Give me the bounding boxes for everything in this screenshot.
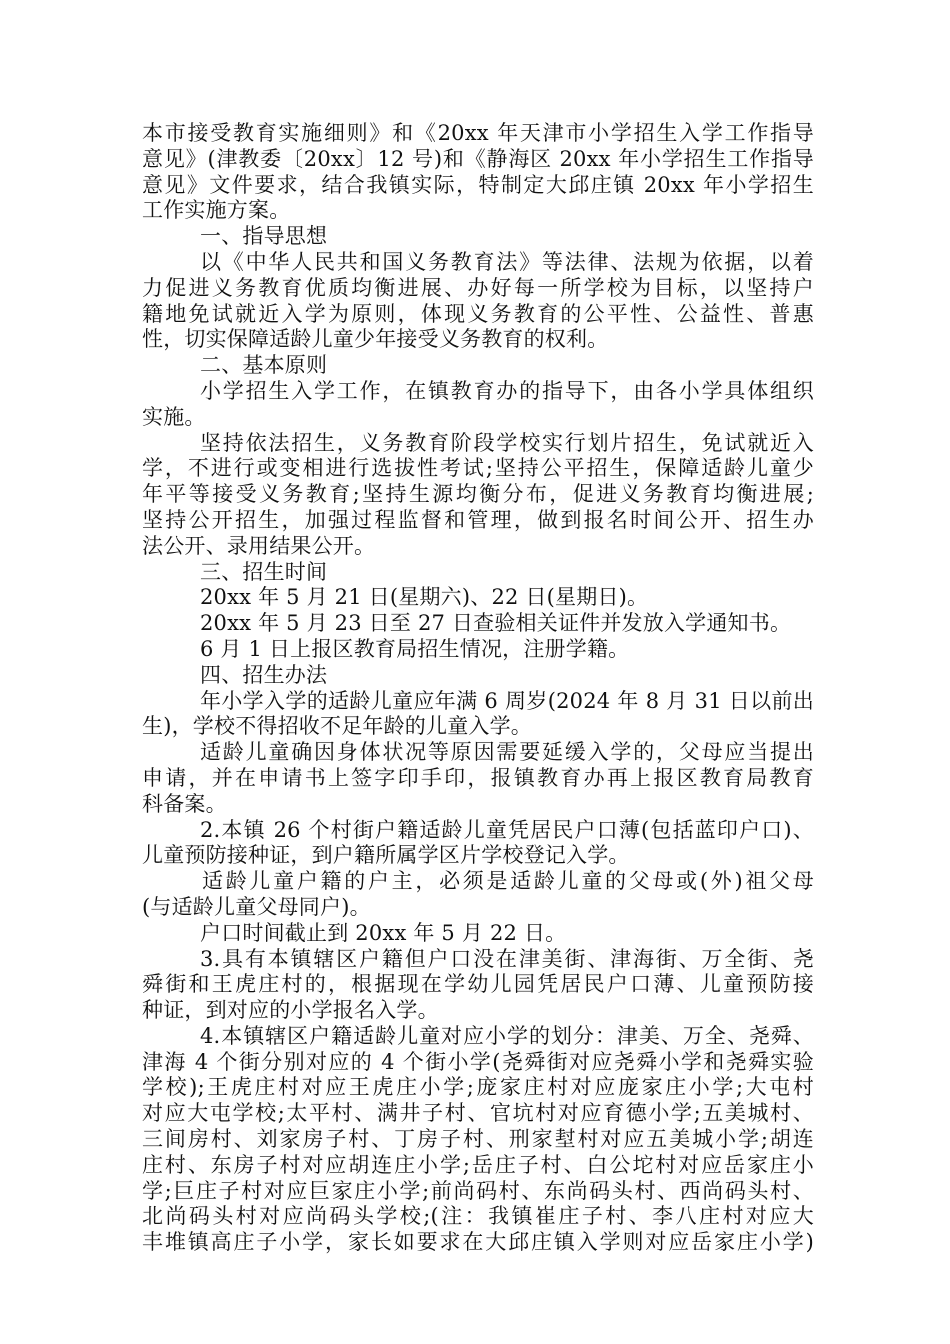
text-line: 20xx 年 5 月 21 日(星期六)、22 日(星期日)。	[200, 585, 649, 610]
text-line: 4.本镇辖区户籍适龄儿童对应小学的划分：津美、万全、尧舜、	[200, 1023, 814, 1048]
text-line: 2.本镇 26 个村街户籍适龄儿童凭居民户口薄(包括蓝印户口)、	[200, 817, 814, 842]
text-line: 本市接受教育实施细则》和《20xx 年天津市小学招生入学工作指导	[142, 121, 814, 145]
text-line: (与适龄儿童父母同户)。	[142, 894, 371, 919]
text-line: 舜街和王虎庄村的，根据现在学幼儿园凭居民户口薄、儿童预防接	[142, 972, 814, 997]
text-line: 丰堆镇高庄子小学，家长如要求在大邱庄镇入学则对应岳家庄小学)	[142, 1230, 814, 1255]
text-line: 籍地免试就近入学为原则，体现义务教育的公平性、公益性、普惠	[142, 301, 814, 326]
text-line: 坚持公开招生，加强过程监督和管理，做到报名时间公开、招生办	[142, 507, 814, 532]
text-line: 北尚码头村对应尚码头学校;(注：我镇崔庄子村、李八庄村对应大	[142, 1204, 814, 1229]
text-line: 意见》(津教委〔20xx〕12 号)和《静海区 20xx 年小学招生工作指导	[142, 146, 814, 171]
text-line: 学校);王虎庄村对应王虎庄小学;庞家庄村对应庞家庄小学;大屯村	[142, 1075, 814, 1100]
text-line: 年小学入学的适龄儿童应年满 6 周岁(2024 年 8 月 31 日以前出	[200, 688, 814, 713]
text-line: 津海 4 个街分别对应的 4 个街小学(尧舜街对应尧舜小学和尧舜实验	[142, 1049, 814, 1074]
text-line: 20xx 年 5 月 23 日至 27 日查验相关证件并发放入学通知书。	[200, 611, 792, 636]
text-line: 科备案。	[142, 791, 227, 816]
text-line: 以《中华人民共和国义务教育法》等法律、法规为依据，以着	[200, 249, 814, 274]
text-line: 儿童预防接种证，到户籍所属学区片学校登记入学。	[142, 843, 630, 868]
text-line: 学;巨庄子村对应巨家庄小学;前尚码村、东尚码头村、西尚码头村、	[142, 1178, 814, 1203]
text-line: 法公开、录用结果公开。	[142, 533, 376, 558]
text-line: 一、指导思想	[200, 224, 328, 249]
text-line: 6 月 1 日上报区教育局招生情况，注册学籍。	[200, 636, 630, 661]
text-line: 三间房村、刘家房子村、丁房子村、刑家堼村对应五美城小学;胡连	[142, 1127, 814, 1152]
text-line: 种证，到对应的小学报名入学。	[142, 998, 439, 1023]
text-line: 四、招生办法	[200, 662, 328, 687]
text-line: 年平等接受义务教育;坚持生源均衡分布，促进义务教育均衡进展;	[142, 482, 814, 507]
text-line: 力促进义务教育优质均衡进展、办好每一所学校为目标，以坚持户	[142, 275, 814, 300]
text-line: 意见》文件要求，结合我镇实际，特制定大邱庄镇 20xx 年小学招生	[142, 172, 814, 197]
text-line: 对应大屯学校;太平村、满井子村、官坑村对应育德小学;五美城村、	[142, 1101, 814, 1126]
text-line: 三、招生时间	[200, 559, 328, 584]
text-line: 工作实施方案。	[142, 198, 291, 223]
text-line: 性，切实保障适龄儿童少年接受义务教育的权利。	[142, 327, 609, 352]
text-line: 适龄儿童确因身体状况等原因需要延缓入学的，父母应当提出	[200, 740, 814, 765]
text-line: 学，不进行或变相进行选拔性考试;坚持公平招生，保障适龄儿童少	[142, 456, 814, 481]
body-text	[142, 121, 814, 1256]
text-line: 实施。	[142, 404, 206, 429]
text-line: 3.具有本镇辖区户籍但户口没在津美街、津海街、万全街、尧	[200, 946, 814, 971]
text-line: 适龄儿童户籍的户主，必须是适龄儿童的父母或(外)祖父母	[202, 869, 814, 894]
text-line: 小学招生入学工作，在镇教育办的指导下，由各小学具体组织	[200, 378, 814, 403]
text-line: 二、基本原则	[200, 353, 328, 378]
text-line: 户口时间截止到 20xx 年 5 月 22 日。	[200, 920, 567, 945]
text-line: 坚持依法招生，义务教育阶段学校实行划片招生，免试就近入	[200, 430, 814, 455]
text-line: 生)，学校不得招收不足年龄的儿童入学。	[142, 714, 532, 739]
text-line: 申请，并在申请书上签字印手印，报镇教育办再上报区教育局教育	[142, 765, 814, 790]
text-line: 庄村、东房子村对应胡连庄小学;岳庄子村、白公坨村对应岳家庄小	[142, 1152, 814, 1177]
